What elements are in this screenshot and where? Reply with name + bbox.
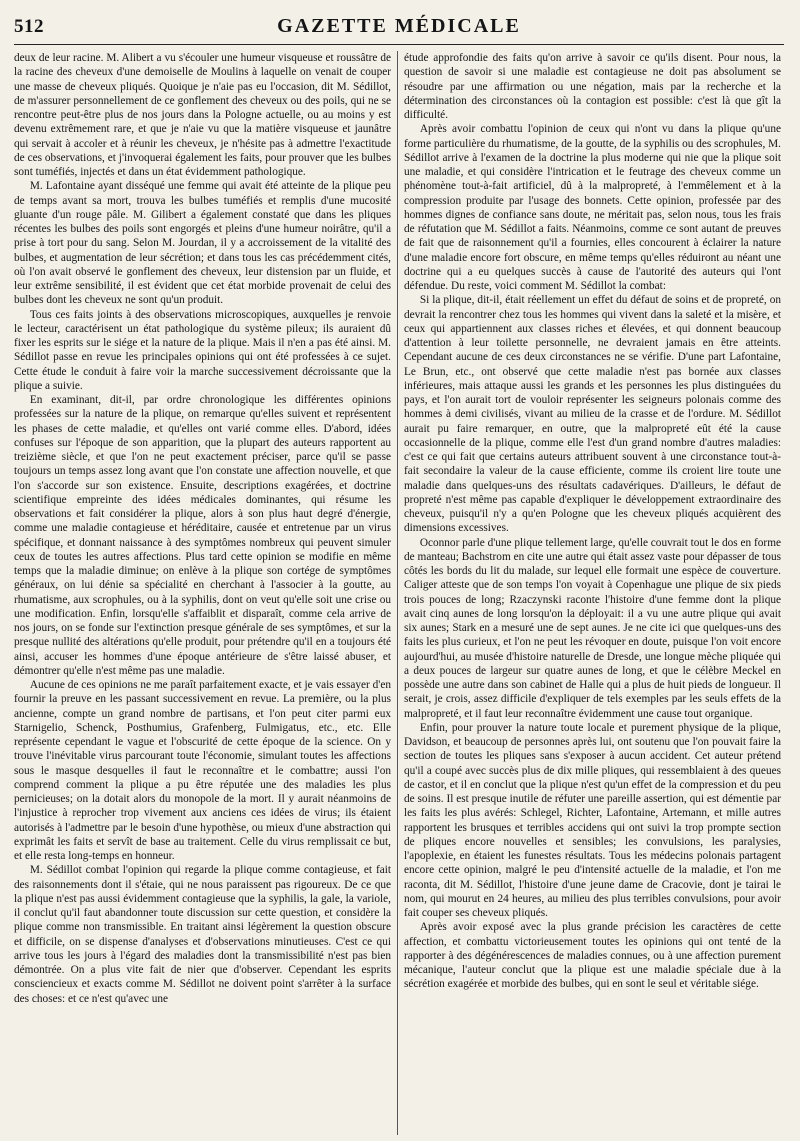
journal-title: GAZETTE MÉDICALE xyxy=(277,15,521,37)
page-number: 512 xyxy=(14,16,44,37)
paragraph: Oconnor parle d'une plique tellement large, qu'elle couvrait tout le dos en forme de manteau; Bachstrom en cite une autre qui était assez vaste pour dépasser de tous côtés les bords du lit du malade, sur lequel elle formait une espèce de couverture. Caliger atteste que de son temps l'on voyait à Copenhague une plique de six pieds trois pouces de long; Rzaczynski raconte l'histoire d'une femme dont la plique avait cinq aunes de long lorsqu'on la déployait: il a vu une autre plique qui avait six aunes; Stark en a mesuré une de sept aunes. Je ne cite ici que quelques-uns des faits les plus curieux, et l'on ne peut les révoquer en doute, puisque l'on voit encore aujourd'hui, au musée d'histoire naturelle de Dresde, une longue mèche pliquée qui a deux pouces de largeur sur quatre aunes de long, et que le célèbre Meckel en possède une autre dans son cabinet de Halle qui a plus de huit pieds de longueur. Il serait, je crois, assez difficile d'expliquer de tels exemples par les seuls effets de la malpropreté, et il faut leur reconnaître évidemment une cause tout organique. xyxy=(404,536,781,720)
paragraph: Enfin, pour prouver la nature toute locale et purement physique de la plique, Davidson, et beaucoup de personnes après lui, ont soutenu que l'on pouvait faire la section de toutes les pliques sans s'exposer à aucun accident. Cet auteur prétend qu'il a coupé avec succès plus de dix mille pliques, qui ressemblaient à des queues de castor, et il en conclut que la plique n'est qu'un effet de la compression et du peu de soins. Il est presque inutile de réfuter une pareille assertion, qui est démentie par les faits les plus avérés: Schlegel, Richter, Lafontaine, Artemann, et mille autres rapportent les brusques et terribles accidens qui ont suivi la trop prompte section de pliques encore nouvelles et sensibles; les convulsions, les paralysies, l'apoplexie, en étaient les funestes résultats. Tous les médecins polonais partagent encore cette opinion, malgré le peu d'intensité actuelle de la maladie, et l'on me raconta, dit M. Sédillot, l'histoire d'une jeune dame de Cracovie, dont je tairai le nom, qui mourut en 24 heures, au milieu des plus terribles convulsions, pour avoir fait couper ses cheveux pliqués. xyxy=(404,721,781,919)
paragraph: deux de leur racine. M. Alibert a vu s'écouler une humeur visqueuse et roussâtre de la racine des cheveux d'une demoiselle de Moulins à laquelle on venait de couper une masse de cheveux pliqués. Quoique je n'aie pas eu l'occasion, dit M. Sédillot, de m'assurer personnellement de ce gonflement des cheveux ou des poils, qui ne se rencontre peut-être plus de nos jours dans la Pologne actuelle, ou au moins y est devenu extrêmement rare, et que je n'aie vu que la matière visqueuse et jaunâtre qui servait à accoler et à réunir les cheveux, je n'hésite pas à admettre l'exactitude de ces observations, et j'invoquerai également les faits, pour prouver que les bulbes sont tuméfiés, injectés et dans un état évidemment pathologique. xyxy=(14,52,391,178)
paragraph: Tous ces faits joints à des observations microscopiques, auxquelles je renvoie le lecteur, caractérisent un état pathologique du système pileux; ils auraient dû fixer les esprits sur le siége et la nature de la plique. Mais il n'en a pas été ainsi. M. Sédillot passe en revue les principales opinions qui ont été professées à ce sujet. Cette étude le conduit à faire voir la marche successivement décroissante que la plique a suivie. xyxy=(14,308,391,392)
left-column xyxy=(14,51,391,1135)
paragraph: M. Sédillot combat l'opinion qui regarde la plique comme contagieuse, et fait des raisonnements dont il s'étaie, qui ne nous paraissent pas rigoureux. De ce que la plique n'est pas aussi évidemment contagieuse que la syphilis, la gale, la variole, il conclut qu'il faut abandonner toute discussion sur cette question, et considère la plique comme non transmissible. En traitant ainsi légèrement la question obscure et difficile, on se dispense d'analyses et d'observations minutieuses. C'est ce qui arrive tous les jours à l'égard des maladies dont la transmissibilité n'est pas bien démontrée. On a plus vite fait de nier que d'observer. Cependant les esprits consciencieux et exacts comme M. Sédillot ne doivent point s'arrêter à la surface des choses: et ce n'est qu'avec une xyxy=(14,864,391,1005)
column-divider xyxy=(397,51,398,1135)
paragraph: M. Lafontaine ayant disséqué une femme qui avait été atteinte de la plique peu de temps avant sa mort, trouva les bulbes tuméfiés et remplis d'une mucosité gluante d'un rouge pâle. M. Gilibert a également constaté que dans les pliques récentes les bulbes des poils sont engorgés et pleins d'une humeur noirâtre, qu'il a prise à tort pour du sang. Selon M. Jourdan, il y a accroissement de la vitalité des bulbes, et augmentation de leur sécrétion; et dans tous les cas précédemment cités, où l'on avait observé le gonflement des cheveux, leur distension par un fluide, et leur extrême sensibilité, il est évident que cet état morbide provenait de celui des bulbes dont les cheveux ne sont qu'un produit. xyxy=(14,180,391,307)
paragraph: En examinant, dit-il, par ordre chronologique les différentes opinions professées sur la nature de la plique, on remarque qu'elles suivent et représentent les phases de cette maladie, et qu'elles ont varié comme elles. D'abord, idées confuses sur l'époque de son apparition, que la plupart des auteurs rapportent au treizième siècle, et que l'on ne peut exactement préciser, parce qu'il se passe toujours un temps assez long avant que l'on constate une affection nouvelle, et que l'on s'accorde sur son existence. Ensuite, descriptions exagérées, et doctrine scientifique empreinte des idées médicales dominantes, qui résume les observations et fait considérer la plique, alors à son plus haut degré d'énergie, comme une maladie contagieuse et héréditaire, causée et entretenue par un virus spécifique, et donnant naissance à des symptômes nombreux qui peuvent simuler ceux de toutes les autres affections. Plus tard cette opinion se modifie en même temps que la maladie diminue; on enlève à la plique son cortége de symptômes généraux, on lui dénie sa spécialité en cherchant à l'associer à la goutte, au rhumatisme, aux scrophules, ou à la syphilis, dont on veut qu'elle soit une crise ou une modification. Enfin, lorsqu'elle s'affaiblit et disparaît, comme cela arrive de nos jours, on se fonde sur l'extinction presque générale de ses symptômes, et sur la presque nullité des altérations qu'elle produit, pour prétendre qu'il en a toujours été ainsi, accuser les hommes d'une époque antérieure de s'être laissé abuser, et démontrer qu'elle n'est même pas une maladie. xyxy=(14,394,391,677)
paragraph: Après avoir exposé avec la plus grande précision les caractères de cette affection, et combattu victorieusement toutes les opinions qui ont tenté de la rapporter à des dégénérescences de maladies connues, ou à une affection purement mécanique, l'auteur conclut que la plique est une maladie spéciale due à la sécrétion exagérée et morbide des bulbes, qui en sont le seul et véritable siége. xyxy=(404,921,781,991)
right-column xyxy=(404,51,781,1135)
paragraph: Aucune de ces opinions ne me paraît parfaitement exacte, et je vais essayer d'en fournir la preuve en les passant successivement en revue. La première, ou la plus ancienne, compte un grand nombre de partisans, et l'on peut citer parmi eux Starnigelio, Schenck, Posthumius, Grafenberg, Fulmigatus, etc., etc. Elle représente cependant le vague et l'obscurité de cette époque de la science. On y trouve l'inévitable virus parcourant toute l'économie, simulant toutes les affections sous le masque desquelles il faut le reconnaître et le combattre; aussi l'on comprend comment la plique a pu être réputée une des maladies les plus pernicieuses; on la dotait alors du monopole de la mort. Il y aurait néanmoins de l'injustice à reprocher trop vivement aux anciens ces idées de virus; ils étaient autorisés à l'admettre par le besoin d'une hypothèse, ou mieux d'une abstraction qui exprimât les faits et servît de base au traitement. Celle du virus remplissait ce but, et elle resta long-temps en honneur. xyxy=(14,679,391,862)
paragraph: Après avoir combattu l'opinion de ceux qui n'ont vu dans la plique qu'une forme particulière du rhumatisme, de la goutte, de la syphilis ou des scrophules, M. Sédillot arrive à l'examen de la doctrine la plus moderne qui nie que la plique soit une maladie, et qui considère l'intrication et le feutrage des cheveux comme un phénomène tout-à-fait artificiel, dû à la malpropreté, à l'emmêlement et à la compression produite par l'usage des bonnets. Cette opinion, professée par des hommes dignes de confiance sans doute, ne méritait pas, selon nous, tous les frais de réfutation que M. Sédillot a faits. Néanmoins, comme ce sont autant de preuves de fait que de raisonnement qu'il a fournies, elles concourent à éclairer la nature d'une maladie encore fort obscure, en même temps qu'elles réduiront au néant une doctrine qui a eu quelques succès à cause de l'autorité des auteurs qui l'ont défendue. Du reste, voici comment M. Sédillot la combat: xyxy=(404,123,781,292)
paragraph: étude approfondie des faits qu'on arrive à savoir ce qu'ils disent. Pour nous, la question de savoir si une maladie est contagieuse ne doit pas absolument se résoudre par une affirmation ou une négation, mais par la recherche et la détermination des circonstances où la contagion est possible: c'est là que gît la difficulté. xyxy=(404,52,781,121)
paragraph: Si la plique, dit-il, était réellement un effet du défaut de soins et de propreté, on devrait la rencontrer chez tous les hommes qui vivent dans la saleté et la misère, et ceux qui appartiennent aux classes riches et élevées, et qui donnent beaucoup d'attention à leur toilette personnelle, ne devraient jamais en être atteints. Cependant aucune de ces deux circonstances ne se vérifie. D'une part Lafontaine, Le Brun, etc., ont observé que cette maladie n'est pas bornée aux classes inférieures, mais attaque aussi les grands et les personnes les plus distinguées du pays, et l'on aurait tort de vouloir représenter les seigneurs polonais comme des hommes à demi civilisés, vivant au milieu de la crasse et de l'ordure. M. Sédillot aurait pu faire remarquer, en outre, que la malpropreté eût été la cause occasionnelle de la plique, comme elle l'est d'un grand nombre d'autres maladies: c'est ce qui fait que certains auteurs attribuent souvent à une circonstance tout-à-fait secondaire la valeur de la cause efficiente, comme ils croient lire toute une maladie dans quelques-uns des résultats cadavériques. D'ailleurs, le défaut de propreté n'est même pas capable d'expliquer le développement extraordinaire des cheveux, puisqu'il n'y a qu'en Pologne que les cheveux pliqués acquièrent des dimensions excessives. xyxy=(404,294,781,535)
page-header xyxy=(14,10,784,45)
